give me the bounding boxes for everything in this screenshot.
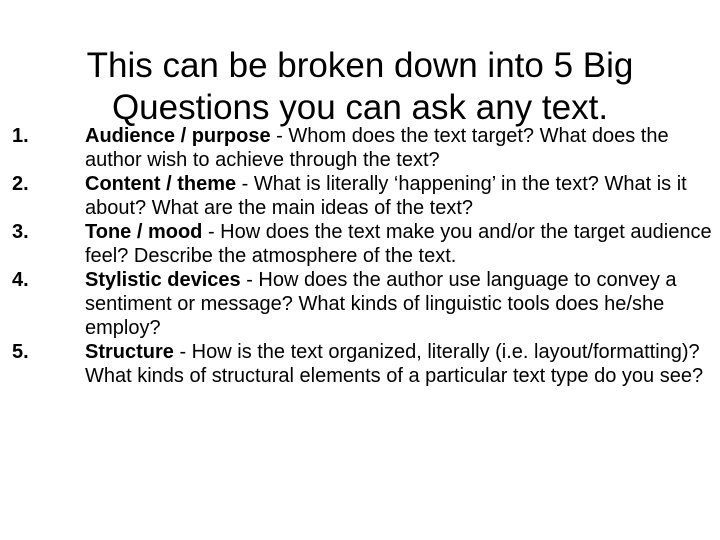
list-item-number: 4. [12, 269, 29, 291]
list-item-text: - How is the text organized, literally (i.e. layout/formatting)? What kinds of structural elements of a particular text type do you see? [85, 341, 704, 387]
list-item-audience-purpose [12, 124, 712, 172]
slide-title-line-2: Questions you can ask any text. [111, 88, 609, 128]
list-item-number: 3. [12, 221, 29, 243]
list-item-tone-mood [12, 220, 712, 268]
list-item-term: Content / theme [85, 173, 237, 195]
list-item-text: - How does the text make you and/or the target audience feel? Describe the atmosphere of the text. [85, 221, 712, 267]
list-item-number: 1. [12, 125, 29, 147]
list-item-stylistic-devices [12, 268, 712, 340]
list-item-number: 5. [12, 341, 29, 363]
list-item-text: - What is literally ‘happening’ in the text? What is it about? What are the main ideas of the text? [85, 173, 687, 219]
list-item-structure [12, 340, 712, 388]
list-item-term: Tone / mood [85, 221, 203, 243]
list-item-term: Stylistic devices [85, 269, 241, 291]
big-questions-list [12, 124, 712, 388]
list-item-number: 2. [12, 173, 29, 195]
list-item-term: Structure [85, 341, 174, 363]
slide-title-line-1: This can be broken down into 5 Big [86, 46, 634, 86]
list-item-text: - Whom does the text target? What does the author wish to achieve through the text? [85, 125, 669, 171]
slide-title [40, 45, 680, 129]
list-item-term: Audience / purpose [85, 125, 271, 147]
list-item-content-theme [12, 172, 712, 220]
list-item-text: - How does the author use language to convey a sentiment or message? What kinds of linguistic tools does he/she employ? [85, 269, 677, 339]
